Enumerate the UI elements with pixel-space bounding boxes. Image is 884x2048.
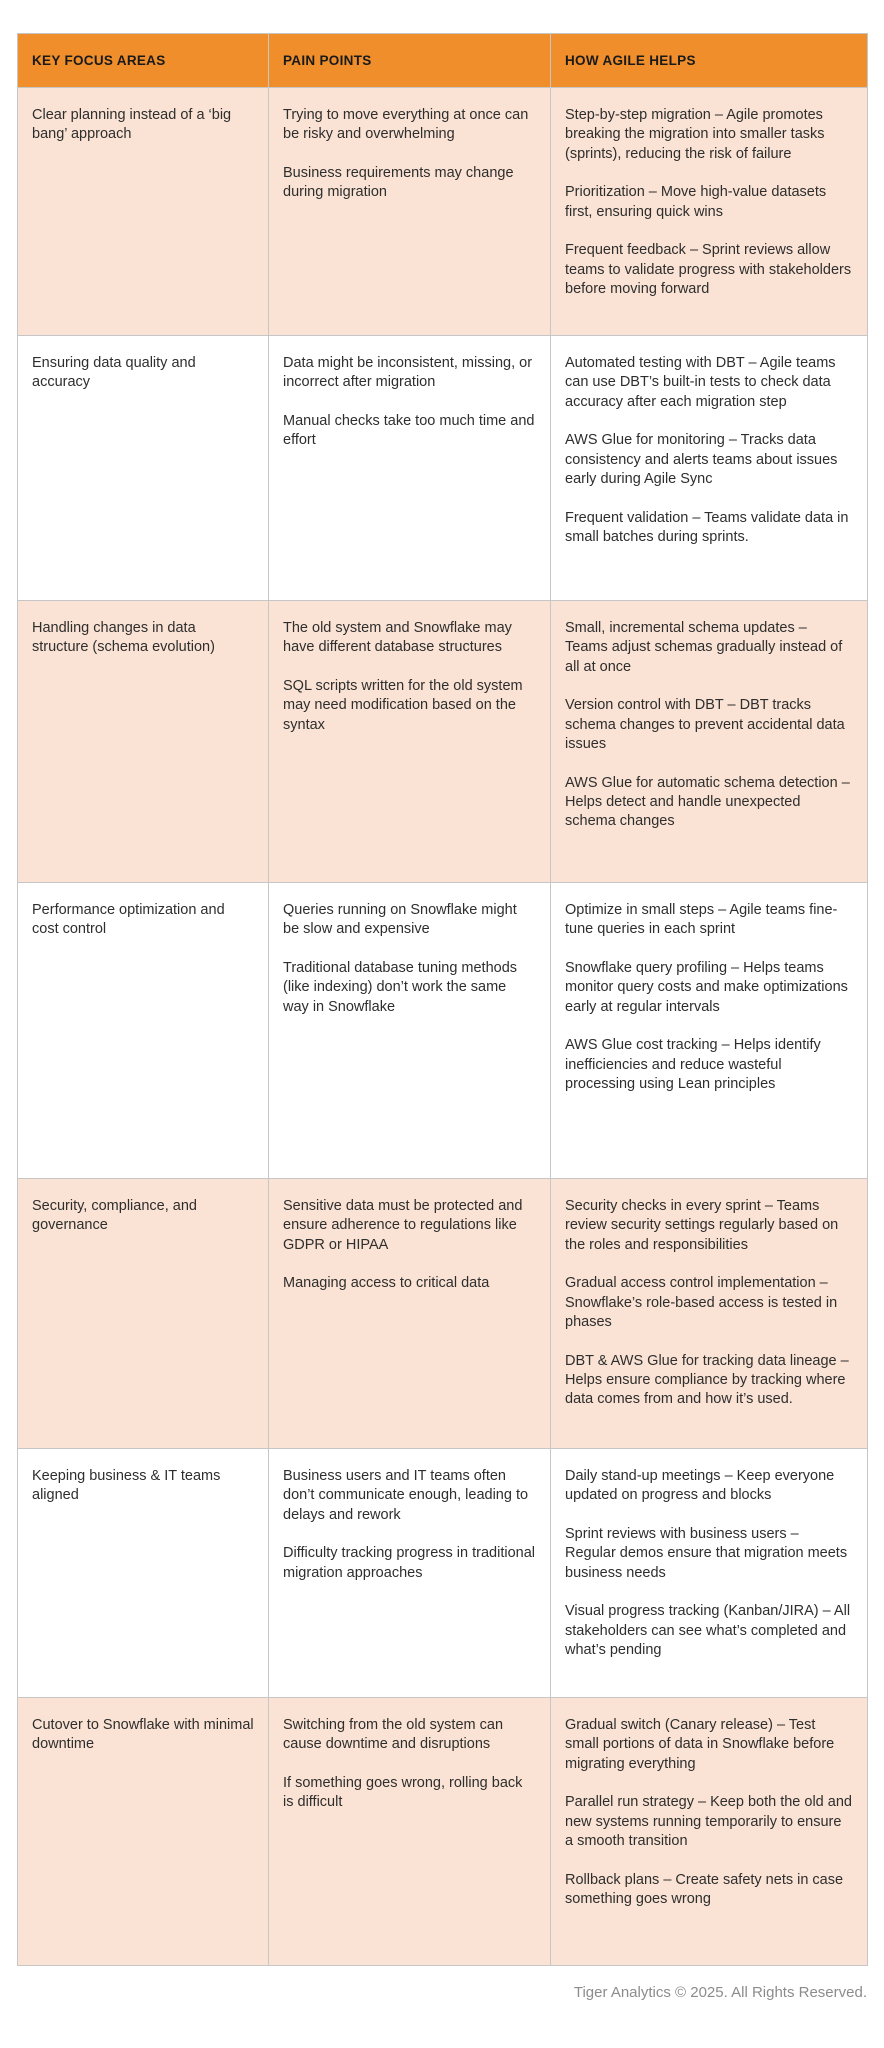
cell-text: Small, incremental schema updates – Teams adjust schemas gradually instead of all at once xyxy=(565,620,843,675)
cell-text: Keeping business & IT teams aligned xyxy=(32,1468,221,1504)
cell-text: Business users and IT teams often don’t communicate enough, leading to delays and rework xyxy=(283,1468,529,1523)
header-row xyxy=(18,34,868,88)
focus-area-cell xyxy=(18,88,269,336)
cell-text: Clear planning instead of a ‘big bang’ approach xyxy=(32,107,232,143)
agile-helps-cell xyxy=(551,883,868,1179)
cell-text: Step-by-step migration – Agile promotes breaking the migration into smaller tasks (sprints), reducing the risk of failure xyxy=(565,107,825,162)
cell-text: Version control with DBT – DBT tracks schema changes to prevent accidental data issues xyxy=(565,697,845,753)
focus-area-cell xyxy=(18,601,269,883)
cell-text: Difficulty tracking progress in traditional migration approaches xyxy=(283,1545,535,1581)
cell-text: Sensitive data must be protected and ensure adherence to regulations like GDPR or HIPAA xyxy=(283,1198,523,1253)
table-row xyxy=(18,88,868,336)
pain-points-cell xyxy=(269,336,551,601)
agile-helps-cell xyxy=(551,1449,868,1698)
pain-points-cell xyxy=(269,1179,551,1449)
table-row xyxy=(18,1698,868,1966)
cell-text: Gradual access control implementation – Snowflake’s role-based access is tested in phases xyxy=(565,1275,838,1331)
cell-text: Parallel run strategy – Keep both the old and new systems running temporarily to ensure a smooth transition xyxy=(565,1794,852,1850)
pain-points-cell xyxy=(269,601,551,883)
cell-text: Gradual switch (Canary release) – Test small portions of data in Snowflake before migrating everything xyxy=(565,1717,835,1772)
pain-points-cell xyxy=(269,88,551,336)
column-header-pain-points: PAIN POINTS xyxy=(269,34,551,88)
cell-text: Daily stand-up meetings – Keep everyone updated on progress and blocks xyxy=(565,1468,835,1504)
table-row xyxy=(18,1449,868,1698)
table-row xyxy=(18,336,868,601)
table-header xyxy=(18,34,868,88)
cell-text: Frequent validation – Teams validate data in small batches during sprints. xyxy=(565,509,849,545)
table-body xyxy=(18,88,868,1966)
copyright-notice: Tiger Analytics © 2025. All Rights Reserved. xyxy=(573,1984,867,2001)
pain-points-cell xyxy=(269,883,551,1179)
agile-helps-cell xyxy=(551,1179,868,1449)
cell-text: Managing access to critical data xyxy=(283,1275,490,1292)
column-header-how-agile-helps: HOW AGILE HELPS xyxy=(551,34,868,88)
focus-area-cell xyxy=(18,1449,269,1698)
cell-text: Prioritization – Move high-value datasets first, ensuring quick wins xyxy=(565,184,827,220)
cell-text: AWS Glue for monitoring – Tracks data consistency and alerts teams about issues early during Agile Sync xyxy=(565,432,838,488)
table-row xyxy=(18,601,868,883)
cell-text: Sprint reviews with business users – Regular demos ensure that migration meets business needs xyxy=(565,1525,848,1581)
cell-text: Snowflake query profiling – Helps teams monitor query costs and make optimizations early at regular intervals xyxy=(565,959,848,1015)
cell-text: SQL scripts written for the old system may need modification based on the syntax xyxy=(283,677,523,733)
pain-points-cell xyxy=(269,1698,551,1966)
cell-text: Performance optimization and cost control xyxy=(32,902,225,938)
cell-text: Frequent feedback – Sprint reviews allow teams to validate progress with stakeholders before moving forward xyxy=(565,242,852,297)
cell-text: Business requirements may change during migration xyxy=(283,164,514,201)
agile-helps-cell xyxy=(551,601,868,883)
focus-area-cell xyxy=(18,1698,269,1966)
agile-helps-cell xyxy=(551,336,868,601)
cell-text: If something goes wrong, rolling back is difficult xyxy=(283,1774,523,1811)
cell-text: AWS Glue for automatic schema detection – Helps detect and handle unexpected schema changes xyxy=(565,774,850,830)
cell-text: Optimize in small steps – Agile teams fine-tune queries in each sprint xyxy=(565,902,838,938)
cell-text: Cutover to Snowflake with minimal downtime xyxy=(32,1717,254,1753)
table-row xyxy=(18,883,868,1179)
cell-text: AWS Glue cost tracking – Helps identify inefficiencies and reduce wasteful processing using Lean principles xyxy=(565,1037,821,1092)
table-row xyxy=(18,1179,868,1449)
cell-text: Visual progress tracking (Kanban/JIRA) – All stakeholders can see what’s completed and what’s pending xyxy=(565,1603,851,1658)
focus-area-cell xyxy=(18,1179,269,1449)
cell-text: Data might be inconsistent, missing, or incorrect after migration xyxy=(283,355,533,391)
cell-text: Handling changes in data structure (schema evolution) xyxy=(32,620,215,656)
cell-text: Ensuring data quality and accuracy xyxy=(32,355,196,391)
comparison-table xyxy=(17,33,868,1966)
cell-text: The old system and Snowflake may have different database structures xyxy=(283,620,512,656)
agile-helps-cell xyxy=(551,1698,868,1966)
cell-text: Trying to move everything at once can be risky and overwhelming xyxy=(283,107,529,143)
cell-text: Security, compliance, and governance xyxy=(32,1198,197,1234)
cell-text: DBT & AWS Glue for tracking data lineage – Helps ensure compliance by tracking where data comes from and how it’s used. xyxy=(565,1352,849,1408)
cell-text: Queries running on Snowflake might be slow and expensive xyxy=(283,902,517,938)
cell-text: Security checks in every sprint – Teams review security settings regularly based on the roles and responsibilities xyxy=(565,1198,839,1253)
focus-area-cell xyxy=(18,336,269,601)
pain-points-cell xyxy=(269,1449,551,1698)
agile-helps-cell xyxy=(551,88,868,336)
cell-text: Automated testing with DBT – Agile teams can use DBT’s built-in tests to check data accuracy after each migration step xyxy=(565,355,836,410)
column-header-key-focus-areas: KEY FOCUS AREAS xyxy=(18,34,269,88)
cell-text: Traditional database tuning methods (like indexing) don’t work the same way in Snowflake xyxy=(283,959,518,1015)
cell-text: Rollback plans – Create safety nets in case something goes wrong xyxy=(565,1871,844,1907)
cell-text: Manual checks take too much time and effort xyxy=(283,412,535,449)
cell-text: Switching from the old system can cause downtime and disruptions xyxy=(283,1717,504,1753)
focus-area-cell xyxy=(18,883,269,1179)
